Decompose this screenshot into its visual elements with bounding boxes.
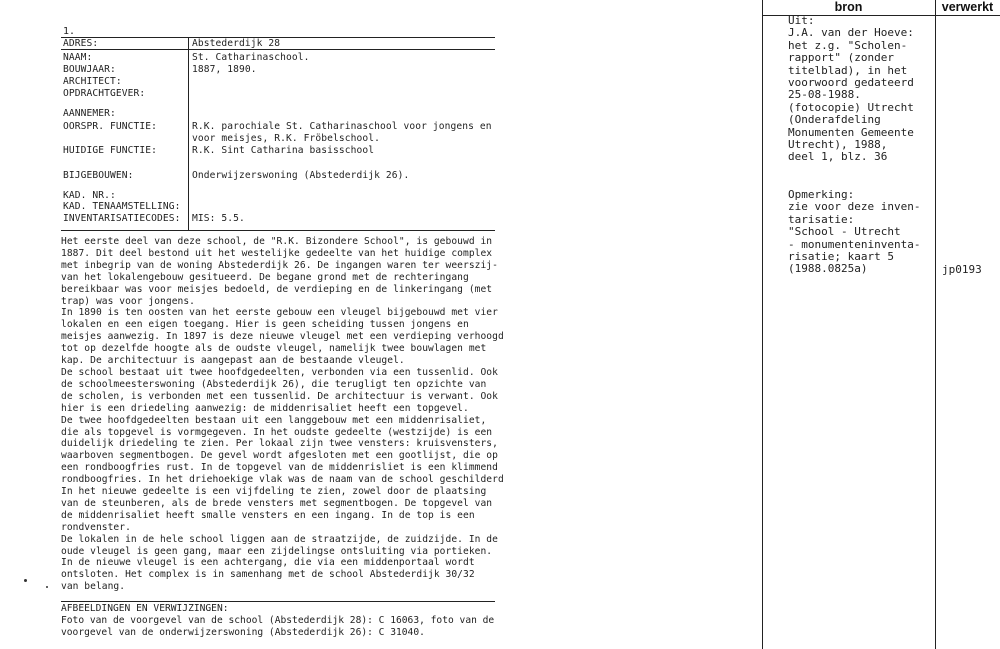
rule-under-fields bbox=[61, 230, 495, 231]
description-text: Het eerste deel van deze school, de "R.K. Bizondere School", is gebouwd in 1887. Dit deel bestond uit het westelijke gedeelte van het huidige complex met inbegrip van de woning Abstederdijk 26. De ingangen waren ter weerszij- van het lokalengebouw gesitueerd. De begane grond met de rechteringang bereikbaar was voor meisjes bedoeld, de verdieping en de linkeringang (met trap) was voor jongens. In 1890 is ten oosten van het eerste gebouw een vleugel bijgebouwd met vier lokalen en een eigen toegang. Hier is geen scheiding tussen jongens en meisjes aanwezig. In 1897 is deze nieuwe vleugel met een verdieping verhoogd tot op dezelfde hoogte als de oudste vleugel, namelijk twee bouwlagen met kap. De architectuur is aangepast aan de bestaande vleugel. De school bestaat uit twee hoofdgedeelten, verbonden via een tussenlid. Ook de schoolmeesterswoning (Abstederdijk 26), die terugligt ten opzichte van de scholen, is verbonden met een tussenlid. De architectuur is verwant. Ook hier is een driedeling aanwezig: de middenrisaliet heeft een topgevel. De twee hoofdgedeelten bestaan uit een langgebouw met een middenrisaliet, die als topgevel is vormgegeven. In het oudste gedeelte (westzijde) is een duidelijk driedeling te zien. Per lokaal zijn twee vensters: kruisvensters, waarboven segmentbogen. De gevel wordt afgesloten met een gootlijst, die op een rondboogfries rust. In de topgevel van de middenrisliet is een klimmend rondboogfries. In het driehoekige vlak was de naam van de school geschilderd In het nieuwe gedeelte is een vijfdeling te zien, zowel door de plaatsing van de steunberen, als de brede vensters met segmentbogen. De topgevel van de middenrisaliet heeft smalle vensters en een ingang. In de top is een rondvenster. De lokalen in de hele school liggen aan de straatzijde, de zuidzijde. In de oude vleugel is geen gang, maar een zijdelingse ontsluiting via portieken. In de nieuwe vleugel is een achtergang, die via een middenportaal wordt ontsloten. Het complex is in samenhang met de school Abstederdijk 30/32 van belang. bbox=[61, 236, 504, 593]
source-reference: Uit: J.A. van der Hoeve: het z.g. "Scholen- rapport" (zonder titelblad), in het voorwoord gedateerd 25-08-1988. (fotocopie) Utrecht (Onderafdeling Monumenten Gemeente Utrecht), 1988, deel 1, blz. 36 bbox=[788, 14, 914, 164]
field-value-oorspronkelijke-functie: R.K. parochiale St. Catharinaschool voor jongens en voor meisjes, R.K. Fröbelschool. bbox=[192, 121, 492, 144]
field-label-naam: NAAM: bbox=[63, 52, 93, 63]
field-label-adres: ADRES: bbox=[63, 38, 99, 49]
field-label-inventarisatiecodes: INVENTARISATIECODES: bbox=[63, 213, 181, 224]
column-divider bbox=[935, 0, 936, 649]
field-label-oorspronkelijke-functie: OORSPR. FUNCTIE: bbox=[63, 121, 158, 132]
field-value-inventarisatiecodes: MIS: 5.5. bbox=[192, 213, 245, 224]
column-header-verwerkt: verwerkt bbox=[941, 0, 994, 14]
field-label-kad-nr: KAD. NR.: bbox=[63, 190, 116, 201]
references-text: Foto van de voorgevel van de school (Abstederdijk 28): C 16063, foto van de voorgevel van de onderwijzerswoning (Abstederdijk 26): C 31040. bbox=[61, 615, 495, 638]
field-label-architect: ARCHITECT: bbox=[63, 76, 122, 87]
processed-code: jp0193 bbox=[942, 263, 982, 276]
column-header-bron: bron bbox=[834, 0, 863, 14]
field-value-adres: Abstederdijk 28 bbox=[192, 38, 281, 49]
source-note: Opmerking: zie voor deze inven- tarisatie: "School - Utrecht - monumenteninventa- risatie; kaart 5 (1988.0825a) bbox=[788, 188, 921, 276]
bron-left-border bbox=[762, 0, 763, 649]
field-column-divider bbox=[188, 37, 189, 230]
field-label-bouwjaar: BOUWJAAR: bbox=[63, 64, 116, 75]
references-heading: AFBEELDINGEN EN VERWIJZINGEN: bbox=[61, 603, 229, 614]
field-label-aannemer: AANNEMER: bbox=[63, 108, 116, 119]
field-label-opdrachtgever: OPDRACHTGEVER: bbox=[63, 88, 146, 99]
field-value-bijgebouwen: Onderwijzerswoning (Abstederdijk 26). bbox=[192, 170, 410, 181]
field-label-huidige-functie: HUIDIGE FUNCTIE: bbox=[63, 145, 158, 156]
rule-above-references bbox=[61, 601, 495, 602]
field-label-bijgebouwen: BIJGEBOUWEN: bbox=[63, 170, 134, 181]
field-value-bouwjaar: 1887, 1890. bbox=[192, 64, 257, 75]
field-value-naam: St. Catharinaschool. bbox=[192, 52, 310, 63]
field-label-kad-tenaamstelling: KAD. TENAAMSTELLING: bbox=[63, 201, 181, 212]
scan-speck bbox=[24, 579, 27, 582]
page-number: 1. bbox=[63, 26, 76, 37]
scan-speck bbox=[46, 586, 48, 588]
field-value-huidige-functie: R.K. Sint Catharina basisschool bbox=[192, 145, 375, 156]
